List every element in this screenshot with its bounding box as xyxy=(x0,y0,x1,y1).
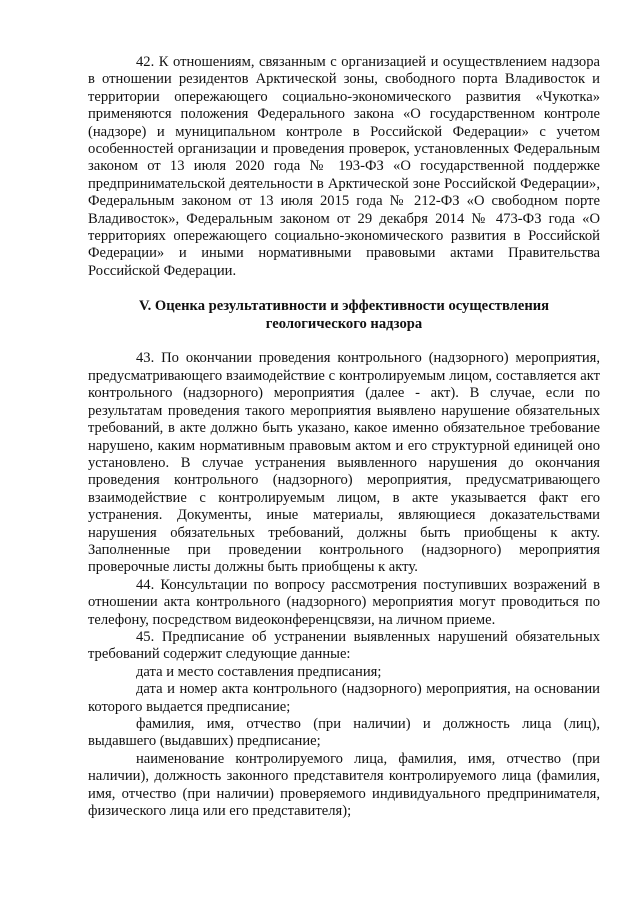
section-heading-line-1: V. Оценка результативности и эффективности осуществления xyxy=(138,298,550,315)
list-item-act-number: дата и номер акта контрольного (надзорного) мероприятия, на основании которого выдается предписание; xyxy=(88,681,600,715)
section-heading-line-2: геологического надзора xyxy=(265,315,423,332)
document-page xyxy=(88,54,600,820)
paragraph-43: 43. По окончании проведения контрольного (надзорного) мероприятия, предусматривающего взаимодействие с контролируемым лицом, составляется акт контрольного (надзорного) мероприятия (далее - акт). В случае, если по результатам проведения такого мероприятия выявлено нарушение обязательных требований, в акте должно быть указано, какое именно обязательное требование нарушено, каким нормативным правовым актом и его структурной единицей оно установлено. В случае устранения выявленного нарушения до окончания проведения контрольного (надзорного) мероприятия, предусматривающего взаимодействие с контролируемым лицом, в акте указывается факт его устранения. Документы, иные материалы, являющиеся доказательствами нарушения обязательных требований, должны быть приобщены к акту. Заполненные при проведении контрольного (надзорного) мероприятия проверочные листы должны быть приобщены к акту. xyxy=(88,350,600,576)
paragraph-44: 44. Консультации по вопросу рассмотрения поступивших возражений в отношении акта контрольного (надзорного) мероприятия могут проводиться по телефону, посредством видеоконференцсвязи, на личном приеме. xyxy=(88,576,600,628)
list-item-date-place: дата и место составления предписания; xyxy=(136,663,382,680)
section-heading xyxy=(88,298,600,333)
paragraph-42: 42. К отношениям, связанным с организацией и осуществлением надзора в отношении резидентов Арктической зоны, свободного порта Владивосток и территории опережающего социально-экономического развития «Чукотка» применяются положения Федерального закона «О государственном контроле (надзоре) и муниципальном контроле в Российской Федерации» с учетом особенностей организации и проведения проверок, установленных Федеральным законом от 13 июля 2020 года № 193-ФЗ «О государственной поддержке предпринимательской деятельности в Арктической зоне Российской Федерации», Федеральным законом от 13 июля 2015 года № 212-ФЗ «О свободном порте Владивосток», Федеральным законом от 29 декабря 2014 № 473-ФЗ года «О территориях опережающего социально-экономического развития в Российской Федерации» и иными нормативными правовыми актами Правительства Российской Федерации. xyxy=(88,54,600,279)
list-item-controlled-person: наименование контролируемого лица, фамилия, имя, отчество (при наличии), должность законного представителя контролируемого лица (фамилия, имя, отчество (при наличии) проверяемого индивидуального предпринимателя, физического лица или его представителя); xyxy=(88,750,600,820)
paragraph-45: 45. Предписание об устранении выявленных нарушений обязательных требований содержит следующие данные: xyxy=(88,628,600,663)
list-item-issuer: фамилия, имя, отчество (при наличии) и должность лица (лиц), выдавшего (выдавших) предписание; xyxy=(88,716,600,750)
